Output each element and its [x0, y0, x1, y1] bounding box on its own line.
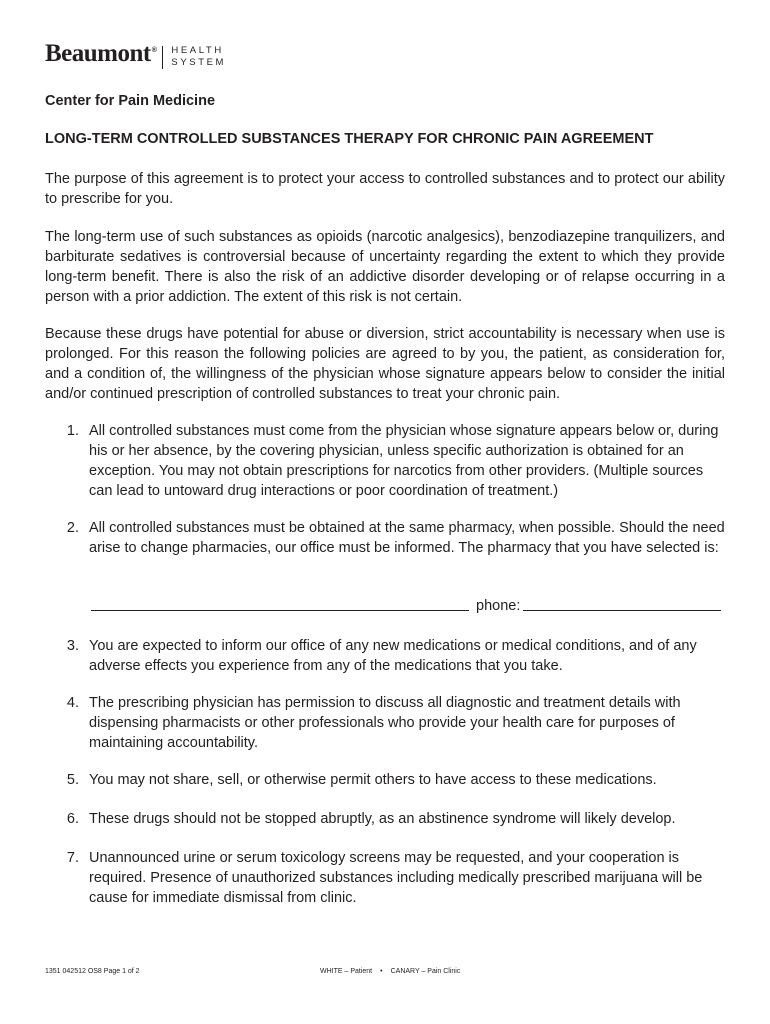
list-item-text: Unannounced urine or serum toxicology screens may be requested, and your cooperation is required. Presence of unauthorized substances including medically prescribed marijuana will be cause for immediate dismissal from clinic.	[89, 850, 703, 906]
document-title: LONG-TERM CONTROLLED SUBSTANCES THERAPY FOR CHRONIC PAIN AGREEMENT	[45, 131, 654, 147]
logo-registered-mark: ®	[151, 47, 157, 54]
copy-canary-label: CANARY – Pain Clinic	[390, 968, 461, 975]
list-item-number: 4.	[66, 695, 79, 711]
bullet-separator: •	[380, 968, 383, 975]
pharmacy-entry-line	[91, 596, 723, 616]
list-item-text: The prescribing physician has permission to discuss all diagnostic and treatment details with dispensing pharmacists or other professionals who provide your health care for purposes of maintaining accountability.	[89, 695, 681, 751]
list-item	[45, 848, 725, 908]
logo-subtitle	[171, 45, 226, 69]
copy-white-label: WHITE – Patient	[320, 968, 373, 975]
list-item	[45, 770, 725, 790]
logo-brand-text: Beaumont	[45, 40, 151, 67]
list-item-text: You may not share, sell, or otherwise permit others to have access to these medications.	[89, 772, 657, 788]
logo-wordmark	[45, 41, 156, 73]
list-item-number: 1.	[66, 423, 79, 439]
list-item-number: 5.	[66, 772, 79, 788]
list-item	[45, 693, 725, 753]
copy-distribution	[320, 967, 460, 977]
logo-divider	[162, 46, 163, 69]
list-item-number: 6.	[66, 811, 79, 827]
list-item-text: You are expected to inform our office of any new medications or medical conditions, and of any adverse effects you experience from any of the medications that you take.	[89, 638, 697, 674]
list-item-text: All controlled substances must come from the physician whose signature appears below or, during his or her absence, by the covering physician, unless specific authorization is obtained for an exception. You may not obtain prescriptions for narcotics from other providers. (Multiple sources can lead to untoward drug interactions or poor coordination of treatment.)	[89, 423, 719, 499]
list-item	[45, 809, 725, 829]
policy-paragraph: Because these drugs have potential for abuse or diversion, strict accountability is necessary when use is prolonged. For this reason the following policies are agreed to by you, the patient, as consideration for, and a condition of, the willingness of the physician whose signature appears below to consider the initial and/or continued prescription of controlled substances to treat your chronic pain.	[45, 326, 725, 402]
department-heading: Center for Pain Medicine	[45, 93, 216, 109]
list-item	[45, 421, 725, 501]
list-item-text: All controlled substances must be obtained at the same pharmacy, when possible. Should the need arise to change pharmacies, our office must be informed. The pharmacy that you have selected is:	[89, 520, 725, 556]
form-number: 1351 042512 OS8 Page 1 of 2	[45, 968, 140, 975]
logo-subtitle-line2: SYSTEM	[171, 57, 227, 68]
pharmacy-name-blank[interactable]	[91, 610, 469, 611]
logo-subtitle-line1: HEALTH	[171, 45, 224, 56]
purpose-paragraph: The purpose of this agreement is to protect your access to controlled substances and to protect our ability to prescribe for you.	[45, 171, 725, 207]
list-item-text: These drugs should not be stopped abruptly, as an abstinence syndrome will likely develop.	[89, 811, 676, 827]
risk-paragraph: The long-term use of such substances as opioids (narcotic analgesics), benzodiazepine tranquilizers, and barbiturate sedatives is controversial because of uncertainty regarding the extent to which they provide long-term benefit. There is also the risk of an addictive disorder developing or of relapse occurring in a person with a prior addiction. The extent of this risk is not certain.	[45, 229, 725, 305]
beaumont-logo	[45, 40, 227, 70]
phone-label: phone:	[476, 598, 521, 614]
list-item	[45, 636, 725, 676]
list-item-number: 3.	[66, 638, 79, 654]
list-item-number: 7.	[66, 850, 79, 866]
list-item-number: 2.	[66, 520, 79, 536]
pharmacy-phone-blank[interactable]	[523, 610, 721, 611]
list-item	[45, 518, 725, 558]
